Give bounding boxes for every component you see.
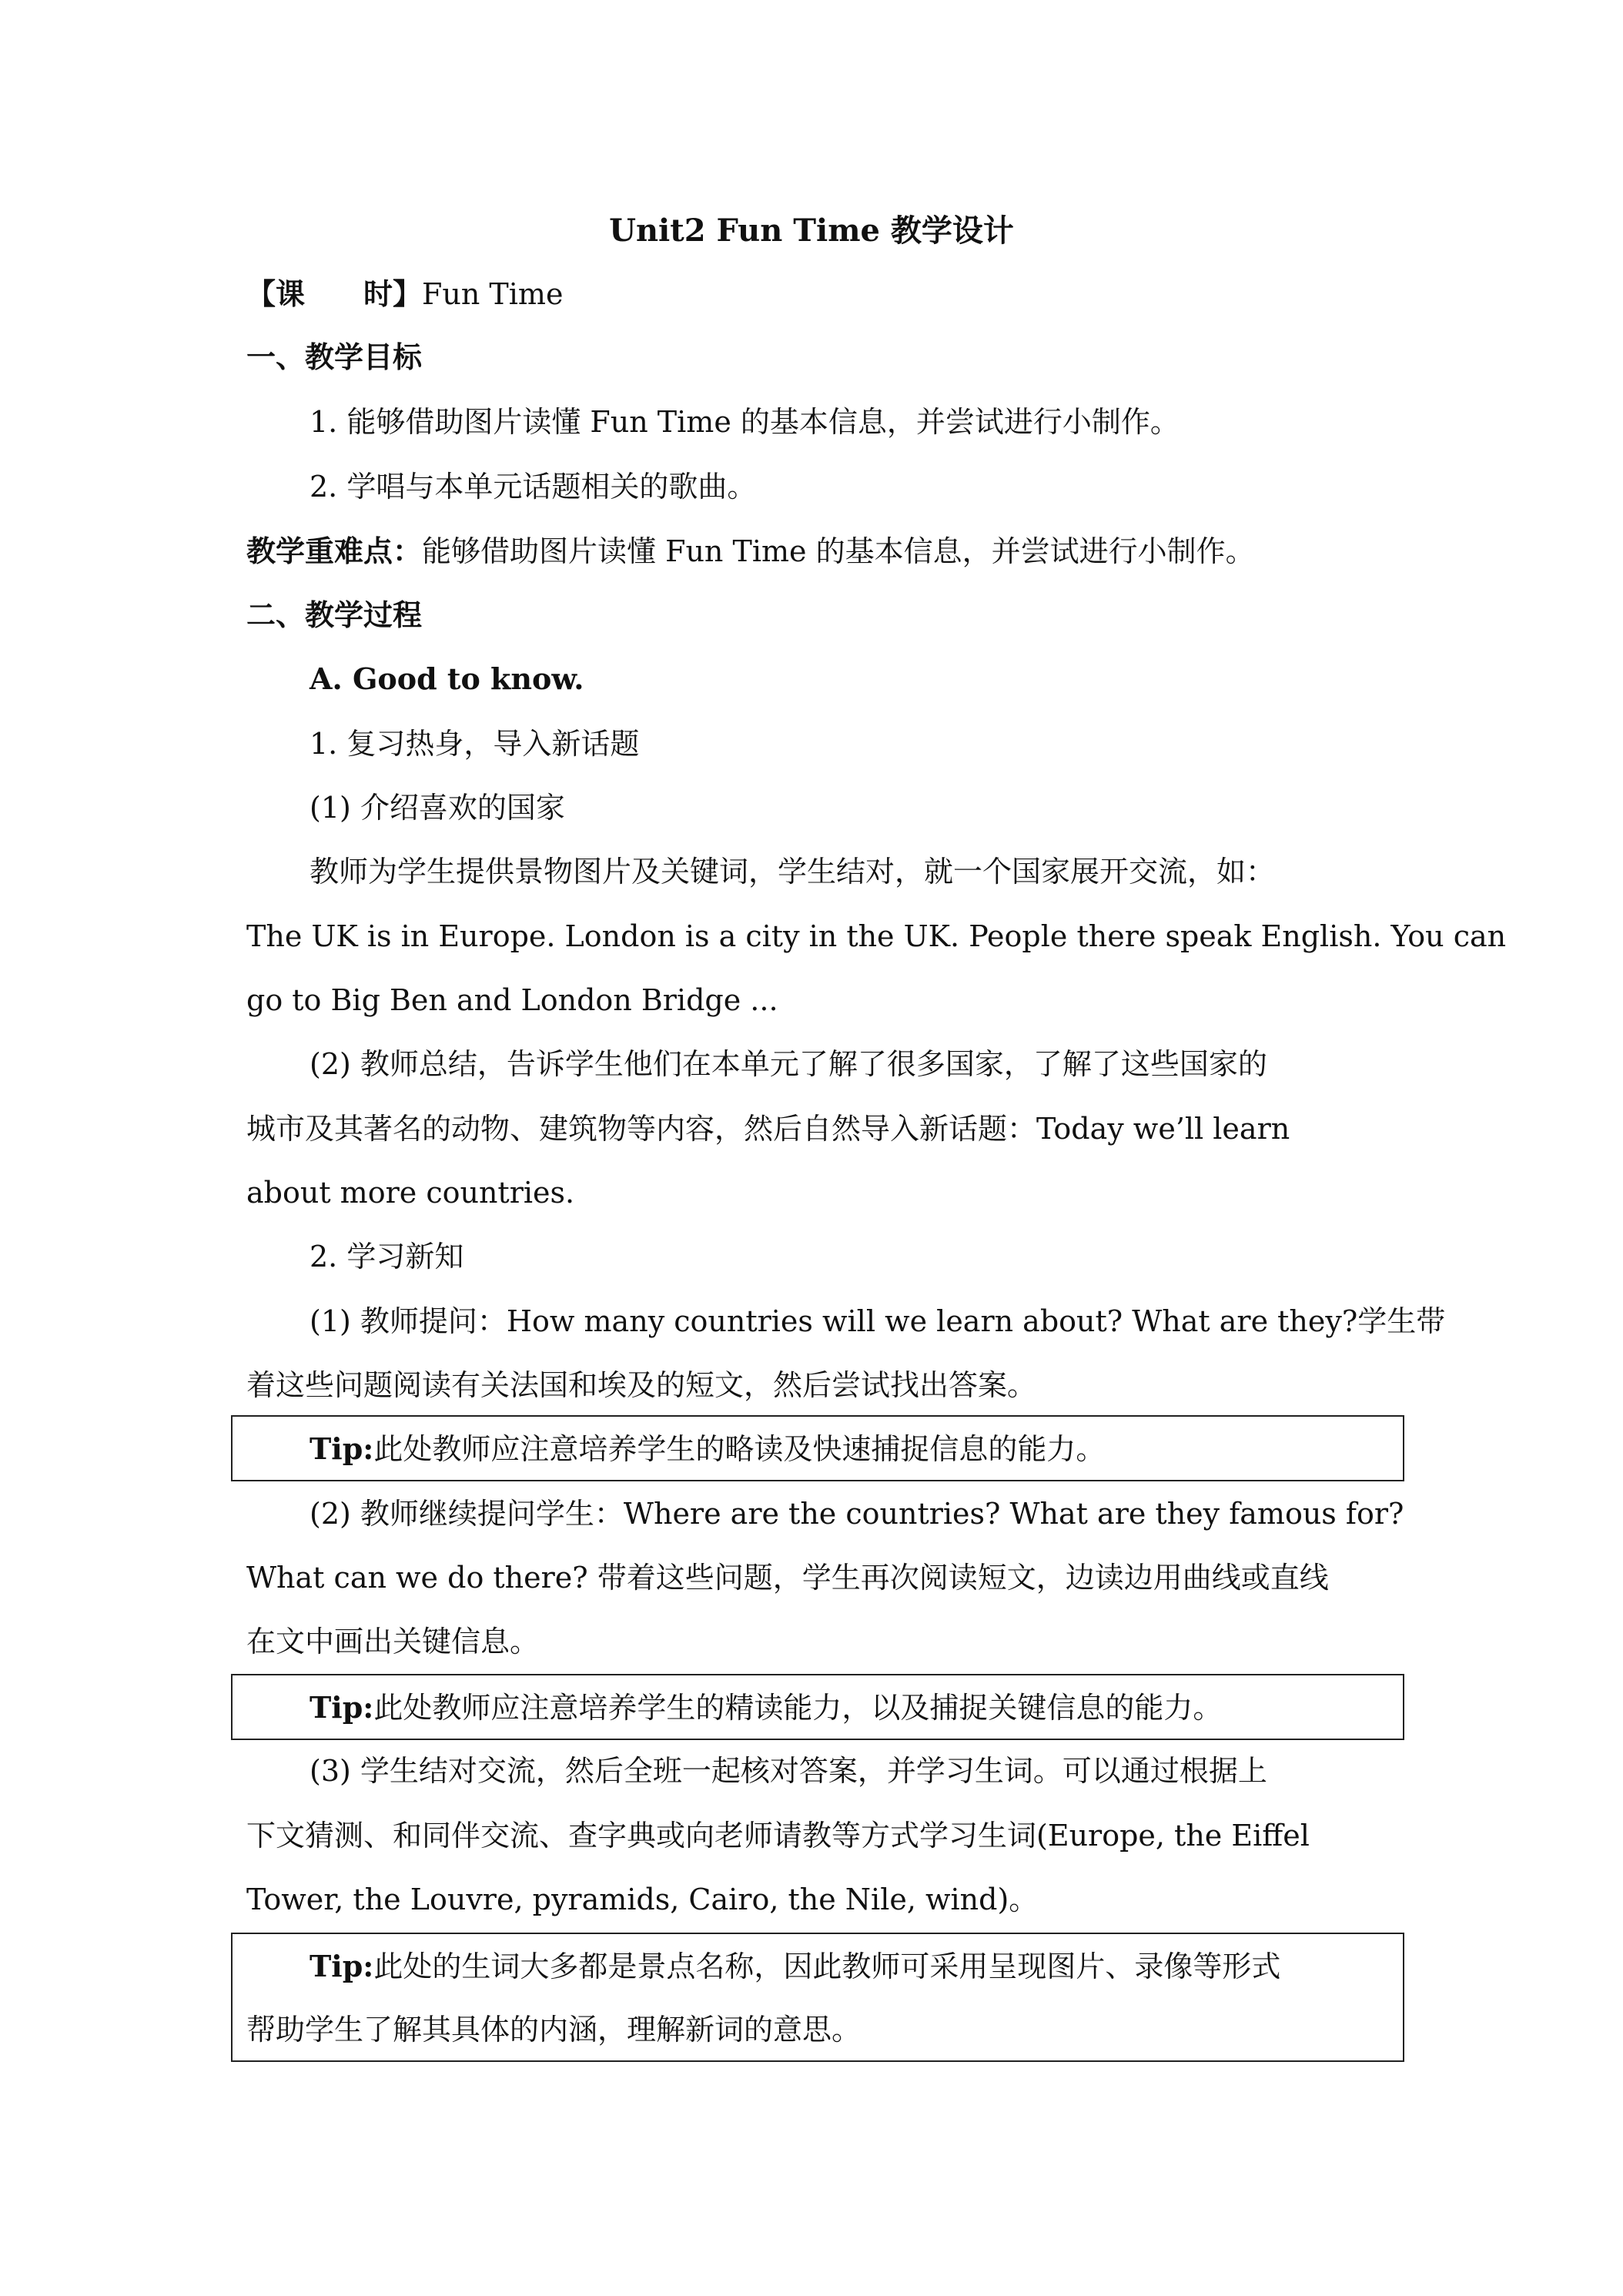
section-heading-objectives: 一、教学目标 <box>246 340 423 374</box>
tip-3-text-1: 此处的生词大多都是景点名称，因此教师可采用呈现图片、录像等形式 <box>373 1950 1281 1983</box>
key-difficulty-text: 能够借助图片读懂 Fun Time 的基本信息，并尝试进行小制作。 <box>422 534 1255 568</box>
paragraph-5-line-1: (3) 学生结对交流，然后全班一起核对答案，并学习生词。可以通过根据上 <box>310 1754 1267 1788</box>
paragraph-4-line-2: What can we do there? 带着这些问题，学生再次阅读短文，边读边用曲线或直线 <box>246 1561 1329 1595</box>
paragraph-2-line-2: 城市及其著名的动物、建筑物等内容，然后自然导入新话题：Today we’ll learn <box>246 1112 1290 1146</box>
course-label-close: 时】 <box>363 276 423 311</box>
tip-1-line <box>310 1431 1394 1468</box>
step-1-1-heading: (1) 介绍喜欢的国家 <box>310 791 565 825</box>
tip-2-label: Tip: <box>310 1690 374 1725</box>
paragraph-2-line-3: about more countries. <box>246 1176 575 1210</box>
tip-2-line <box>310 1689 1394 1726</box>
paragraph-5-line-3: Tower, the Louvre, pyramids, Cairo, the Nile, wind)。 <box>246 1883 1039 1916</box>
key-difficulty-line <box>246 533 1394 570</box>
course-label <box>246 276 422 311</box>
paragraph-3-line-2: 着这些问题阅读有关法国和埃及的短文，然后尝试找出答案。 <box>246 1368 1037 1402</box>
paragraph-1-line-3: go to Big Ben and London Bridge ... <box>246 983 778 1017</box>
paragraph-5-line-2: 下文猜测、和同伴交流、查字典或向老师请教等方式学习生词(Europe, the Eiffel <box>246 1819 1310 1853</box>
paragraph-1-line-1: 教师为学生提供景物图片及关键词，学生结对，就一个国家展开交流，如： <box>310 855 1276 889</box>
tip-2-text: 此处教师应注意培养学生的精读能力，以及捕捉关键信息的能力。 <box>373 1691 1223 1725</box>
key-difficulty-label: 教学重难点： <box>246 534 423 568</box>
paragraph-4-line-3: 在文中画出关键信息。 <box>246 1625 540 1658</box>
tip-3-line-1 <box>310 1948 1394 1985</box>
step-1-heading: 1. 复习热身，导入新话题 <box>310 727 640 761</box>
paragraph-2-line-1: (2) 教师总结，告诉学生他们在本单元了解了很多国家，了解了这些国家的 <box>310 1047 1267 1081</box>
paragraph-4-line-1: (2) 教师继续提问学生：Where are the countries? What are they famous for? <box>310 1497 1404 1531</box>
objective-item-2: 2. 学唱与本单元话题相关的歌曲。 <box>310 470 757 504</box>
paragraph-1-line-2: The UK is in Europe. London is a city in the UK. People there speak English. You can <box>246 919 1507 953</box>
objective-item-1: 1. 能够借助图片读懂 Fun Time 的基本信息，并尝试进行小制作。 <box>310 405 1180 439</box>
subsection-heading-a: A. Good to know. <box>310 661 584 696</box>
course-value: Fun Time <box>422 277 564 311</box>
paragraph-3-line-1: (1) 教师提问：How many countries will we learn about? What are they?学生带 <box>310 1304 1446 1338</box>
tip-3-line-2: 帮助学生了解其具体的内涵，理解新词的意思。 <box>246 2013 862 2047</box>
document-title: Unit2 Fun Time 教学设计 <box>609 213 1014 249</box>
tip-3-label: Tip: <box>310 1949 374 1983</box>
course-line <box>246 276 1394 313</box>
step-2-heading: 2. 学习新知 <box>310 1240 464 1274</box>
section-heading-process: 二、教学过程 <box>246 597 423 632</box>
course-label-open: 【课 <box>246 276 306 311</box>
tip-1-text: 此处教师应注意培养学生的略读及快速捕捉信息的能力。 <box>373 1432 1106 1466</box>
tip-1-label: Tip: <box>310 1431 374 1466</box>
